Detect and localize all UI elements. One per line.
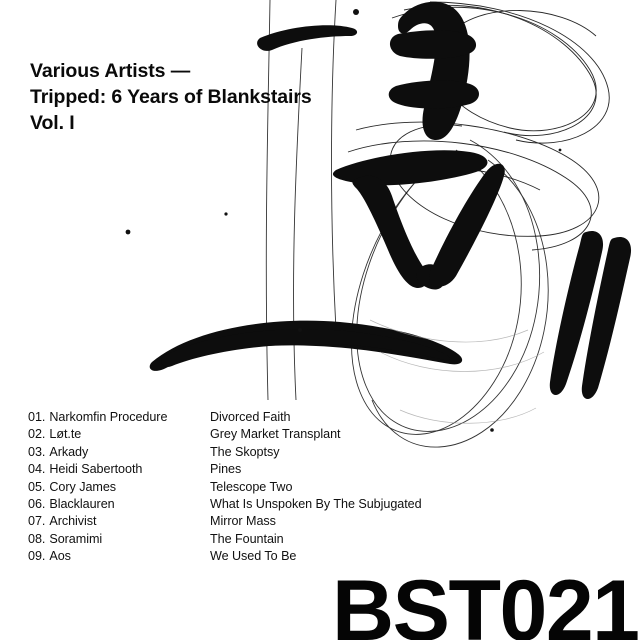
track-left [28, 445, 210, 459]
album-title-block [30, 58, 360, 136]
track-artist: Arkady [49, 444, 89, 459]
tracklist [28, 410, 588, 567]
track-title: What Is Unspoken By The Subjugated [210, 496, 422, 511]
track-artist: Narkomfin Procedure [49, 410, 168, 424]
track-row [28, 462, 588, 479]
track-number: 04. [28, 462, 46, 477]
track-left [28, 462, 210, 476]
track-number: 09. [28, 549, 46, 564]
track-artist: Cory James [49, 479, 117, 494]
track-title: The Fountain [210, 531, 284, 546]
track-title: Grey Market Transplant [210, 427, 341, 442]
track-number: 08. [28, 531, 46, 546]
title-line-release: Tripped: 6 Years of Blankstairs [30, 86, 312, 108]
track-left [28, 497, 210, 511]
track-title: Divorced Faith [210, 410, 291, 424]
track-title: Pines [210, 462, 242, 477]
track-number: 01. [28, 410, 46, 424]
track-title: Telescope Two [210, 479, 293, 494]
track-left [28, 532, 210, 546]
track-number: 02. [28, 427, 46, 442]
title-line-artist: Various Artists — [30, 60, 191, 82]
track-number: 06. [28, 496, 46, 511]
track-left [28, 480, 210, 494]
track-artist: Aos [49, 549, 71, 564]
track-left [28, 410, 210, 424]
track-title: The Skoptsy [210, 444, 280, 459]
track-left [28, 549, 210, 563]
catalog-number: BST021 [332, 563, 639, 640]
track-row [28, 480, 588, 497]
title-line-volume: Vol. I [30, 112, 75, 134]
track-artist: Blacklauren [49, 496, 115, 511]
track-row [28, 445, 588, 462]
track-title: Mirror Mass [210, 514, 276, 529]
track-number: 07. [28, 514, 46, 529]
track-number: 05. [28, 479, 46, 494]
track-row [28, 514, 588, 531]
track-title: We Used To Be [210, 549, 297, 564]
track-row [28, 410, 588, 427]
track-left [28, 427, 210, 441]
track-left [28, 514, 210, 528]
track-number: 03. [28, 444, 46, 459]
track-artist: Heidi Sabertooth [49, 462, 143, 477]
track-artist: Løt.te [49, 427, 82, 442]
track-row [28, 427, 588, 444]
track-artist: Soramimi [49, 531, 103, 546]
track-row [28, 497, 588, 514]
track-row [28, 532, 588, 549]
track-artist: Archivist [49, 514, 97, 529]
